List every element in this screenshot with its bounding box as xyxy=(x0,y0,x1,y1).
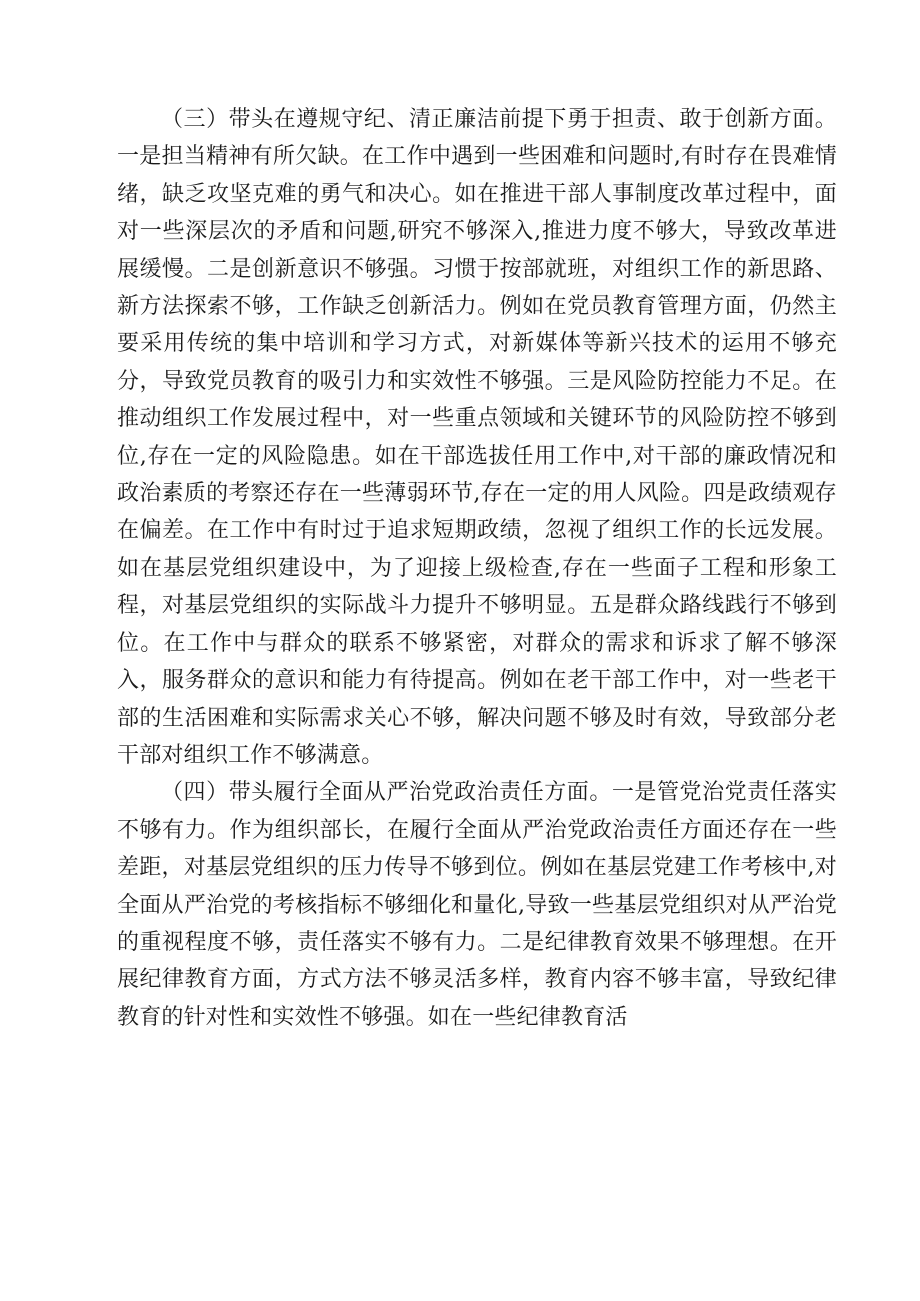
paragraph-section-3: （三）带头在遵规守纪、清正廉洁前提下勇于担责、敢于创新方面。一是担当精神有所欠缺。在工作中遇到一些困难和问题时,有时存在畏难情绪，缺乏攻坚克难的勇气和决心。如在推进干部人事制度改革过程中，面对一些深层次的矛盾和问题,研究不够深入,推进力度不够大，导致改革进展缓慢。二是创新意识不够强。习惯于按部就班，对组织工作的新思路、新方法探索不够，工作缺乏创新活力。例如在党员教育管理方面，仍然主要采用传统的集中培训和学习方式，对新媒体等新兴技术的运用不够充分，导致党员教育的吸引力和实效性不够强。三是风险防控能力不足。在推动组织工作发展过程中，对一些重点领域和关键环节的风险防控不够到位,存在一定的风险隐患。如在干部选拔任用工作中,对干部的廉政情况和政治素质的考察还存在一些薄弱环节,存在一定的用人风险。四是政绩观存在偏差。在工作中有时过于追求短期政绩，忽视了组织工作的长远发展。如在基层党组织建设中，为了迎接上级检查,存在一些面子工程和形象工程，对基层党组织的实际战斗力提升不够明显。五是群众路线践行不够到位。在工作中与群众的联系不够紧密，对群众的需求和诉求了解不够深入，服务群众的意识和能力有待提高。例如在老干部工作中，对一些老干部的生活困难和实际需求关心不够，解决问题不够及时有效，导致部分老干部对组织工作不够满意。 xyxy=(117,107,837,768)
document-body xyxy=(117,101,837,1036)
paragraph-section-4: （四）带头履行全面从严治党政治责任方面。一是管党治党责任落实不够有力。作为组织部长，在履行全面从严治党政治责任方面还存在一些差距，对基层党组织的压力传导不够到位。例如在基层党建工作考核中,对全面从严治党的考核指标不够细化和量化,导致一些基层党组织对从严治党的重视程度不够，责任落实不够有力。二是纪律教育效果不够理想。在开展纪律教育方面，方式方法不够灵活多样，教育内容不够丰富，导致纪律教育的针对性和实效性不够强。如在一些纪律教育活 xyxy=(117,780,837,1030)
